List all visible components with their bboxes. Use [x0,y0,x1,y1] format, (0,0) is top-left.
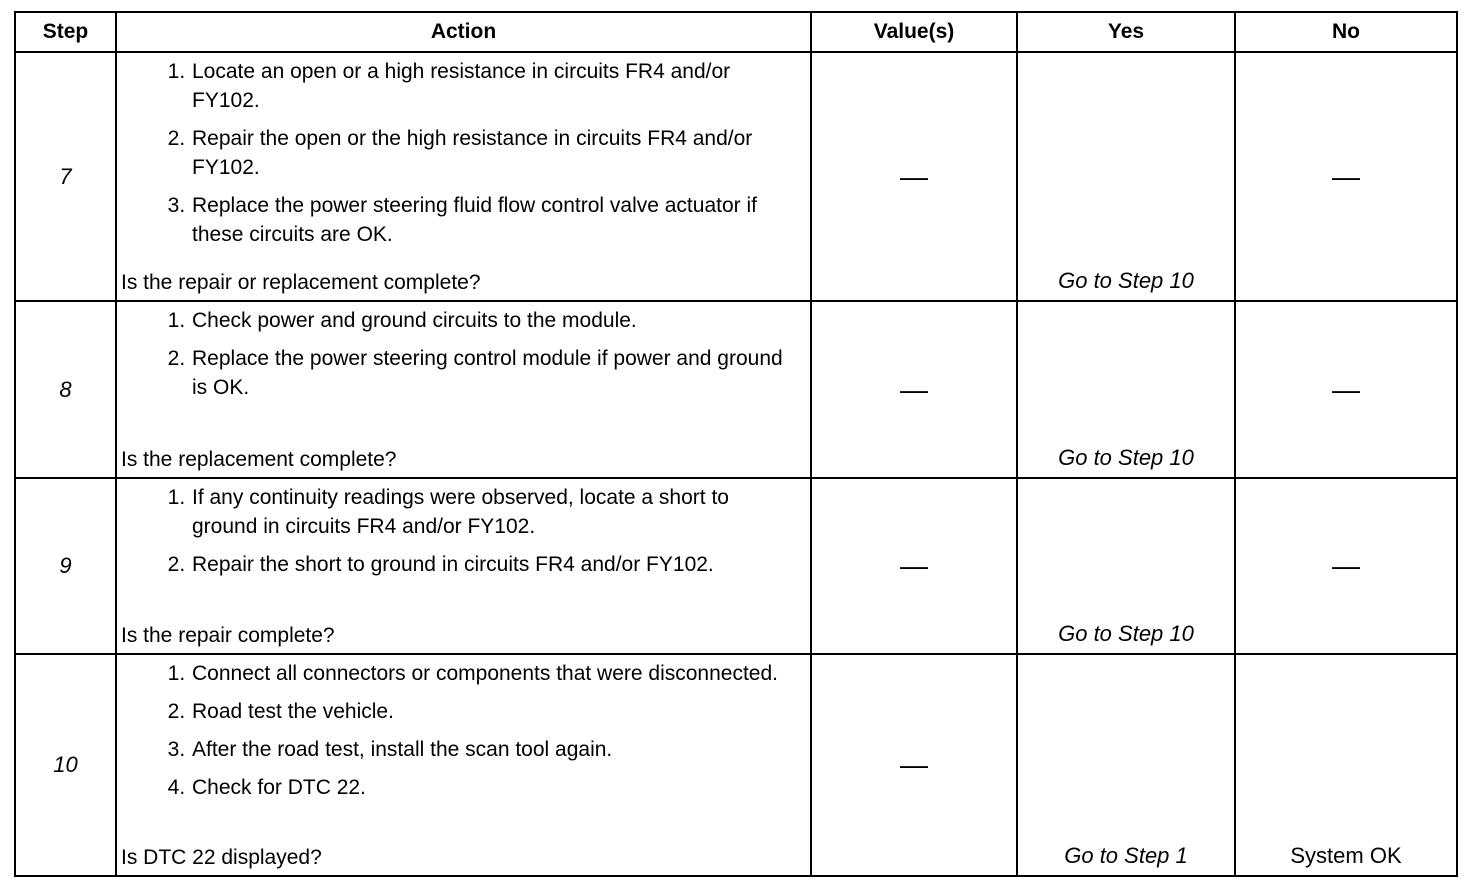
yes-answer: Go to Step 10 [1058,445,1194,470]
action-question: Is DTC 22 displayed? [121,846,322,869]
yes-answer: Go to Step 10 [1058,621,1194,646]
action-question: Is the replacement complete? [121,448,397,471]
action-list [121,57,790,249]
header-yes: Yes [1017,12,1235,52]
no-answer: System OK [1290,843,1402,868]
action-item: 1. Locate an open or a high resistance in circuits FR4 and/or FY102. [191,57,790,115]
header-step: Step [15,12,116,52]
yes-cell [1017,478,1235,654]
action-item: 2. Replace the power steering control module if power and ground is OK. [191,344,790,402]
action-cell [116,478,811,654]
action-cell [116,654,811,876]
yes-cell [1017,52,1235,301]
header-row [15,12,1457,52]
no-cell: — [1235,478,1457,654]
table-row [15,478,1457,654]
action-item: 2. Road test the vehicle. [191,697,790,726]
step-number: 9 [15,478,116,654]
header-no: No [1235,12,1457,52]
no-cell: — [1235,301,1457,478]
table-row [15,301,1457,478]
step-number: 8 [15,301,116,478]
action-item: 2. Repair the open or the high resistance in circuits FR4 and/or FY102. [191,124,790,182]
value-cell: — [811,654,1017,876]
action-question: Is the repair complete? [121,624,335,647]
action-item: 1. If any continuity readings were observed, locate a short to ground in circuits FR4 and/or FY102. [191,483,790,541]
action-list [121,659,790,802]
action-item: 1. Check power and ground circuits to the module. [191,306,790,335]
action-item: 2. Repair the short to ground in circuits FR4 and/or FY102. [191,550,790,579]
no-cell [1235,654,1457,876]
action-item: 3. After the road test, install the scan tool again. [191,735,790,764]
action-cell [116,52,811,301]
diagnostic-table [14,11,1458,877]
yes-cell [1017,301,1235,478]
yes-answer: Go to Step 10 [1058,268,1194,293]
action-list [121,483,790,579]
action-question: Is the repair or replacement complete? [121,271,481,294]
action-item: 3. Replace the power steering fluid flow control valve actuator if these circuits are OK. [191,191,790,249]
action-item: 1. Connect all connectors or components that were disconnected. [191,659,790,688]
value-cell: — [811,478,1017,654]
action-cell [116,301,811,478]
yes-answer: Go to Step 1 [1064,843,1188,868]
step-number: 7 [15,52,116,301]
action-list [121,306,790,402]
table-row [15,654,1457,876]
value-cell: — [811,52,1017,301]
no-cell: — [1235,52,1457,301]
action-item: 4. Check for DTC 22. [191,773,790,802]
yes-cell [1017,654,1235,876]
header-values: Value(s) [811,12,1017,52]
header-action: Action [116,12,811,52]
step-number: 10 [15,654,116,876]
table-row [15,52,1457,301]
value-cell: — [811,301,1017,478]
